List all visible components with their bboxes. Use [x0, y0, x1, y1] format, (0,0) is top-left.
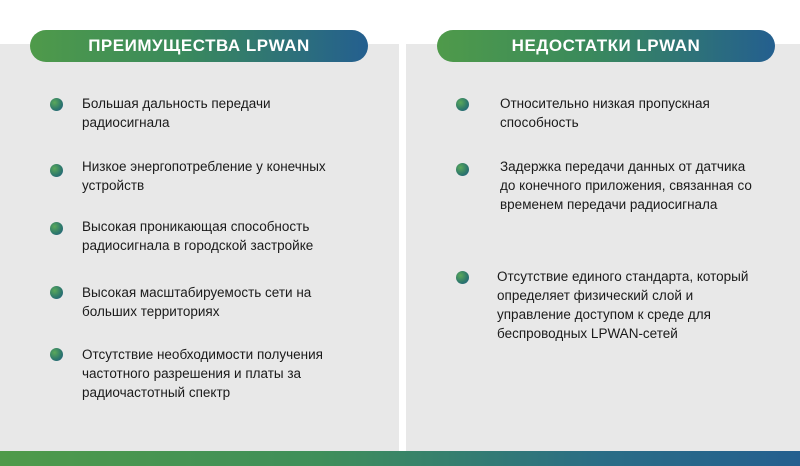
- advantages-title: ПРЕИМУЩЕСТВА LPWAN: [30, 30, 368, 62]
- advantage-item: Высокая проникающая способность радиосигнала в городской застройке: [82, 219, 314, 253]
- bullet-icon: [50, 164, 63, 177]
- disadvantage-item: Отсутствие единого стандарта, который определяет физический слой и управление доступом к среде для беспроводных LPWAN-сетей: [497, 269, 749, 341]
- bullet-icon: [50, 348, 63, 361]
- advantage-item: Отсутствие необходимости получения частотного разрешения и платы за радиочастотный спектр: [82, 347, 323, 400]
- advantage-item: Низкое энергопотребление у конечных устройств: [82, 159, 326, 193]
- advantage-item: Большая дальность передачи радиосигнала: [82, 96, 271, 130]
- bullet-icon: [456, 271, 469, 284]
- bullet-icon: [456, 98, 469, 111]
- disadvantage-item: Относительно низкая пропускная способность: [500, 96, 710, 130]
- disadvantage-item: Задержка передачи данных от датчика до конечного приложения, связанная со временем передачи радиосигнала: [500, 159, 752, 212]
- bullet-icon: [50, 286, 63, 299]
- bullet-icon: [456, 163, 469, 176]
- advantage-item: Высокая масштабируемость сети на больших территориях: [82, 285, 312, 319]
- disadvantages-title: НЕДОСТАТКИ LPWAN: [437, 30, 775, 62]
- bottom-gradient-bar: [0, 451, 800, 466]
- bullet-icon: [50, 222, 63, 235]
- bullet-icon: [50, 98, 63, 111]
